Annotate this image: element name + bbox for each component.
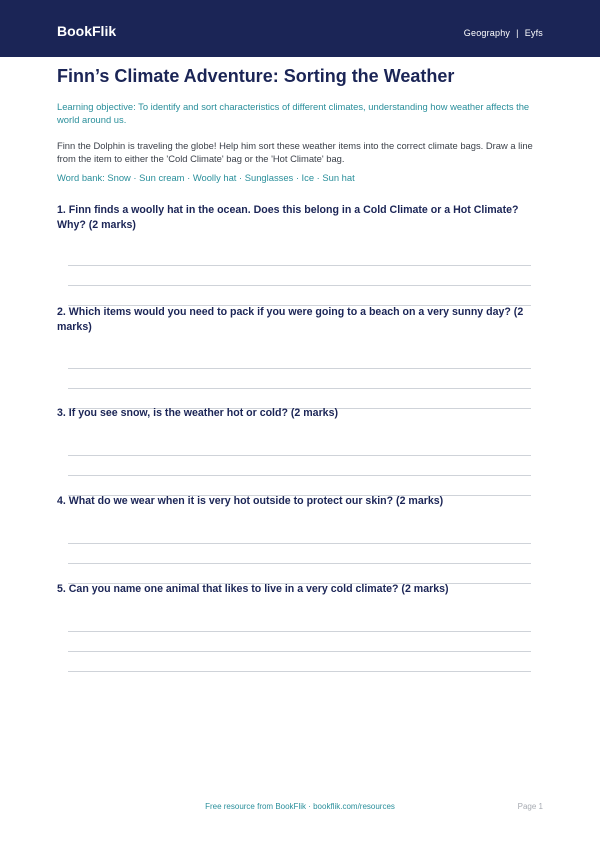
subject-label: Geography	[463, 28, 511, 38]
question-3: 3. If you see snow, is the weather hot or cold? (2 marks)	[57, 407, 338, 419]
breadcrumb	[464, 28, 543, 38]
instructions: Finn the Dolphin is traveling the globe! Help him sort these weather items into the correct climate bags. Draw a line from the item to either the 'Cold Climate' bag or the 'Hot Climate' bag.	[57, 140, 533, 164]
question-2: 2. Which items would you need to pack if you were going to a beach on a very sunny day? (2 marks)	[57, 306, 524, 333]
footer-credit[interactable]: Free resource from BookFlik · bookflik.com/resources	[205, 802, 395, 811]
header-bar	[0, 0, 600, 57]
answer-line[interactable]	[68, 265, 531, 266]
answer-line[interactable]	[68, 631, 531, 632]
answer-line[interactable]	[68, 455, 531, 456]
answer-line[interactable]	[68, 671, 531, 672]
brand-logo-text[interactable]: BookFlik	[57, 23, 117, 39]
learning-objective: Learning objective: To identify and sort characteristics of different climates, understanding how weather affects the world around us.	[57, 101, 530, 125]
question-5: 5. Can you name one animal that likes to live in a very cold climate? (2 marks)	[57, 583, 449, 595]
answer-line[interactable]	[68, 388, 531, 389]
breadcrumb-separator: |	[516, 28, 519, 38]
question-4: 4. What do we wear when it is very hot outside to protect our skin? (2 marks)	[57, 495, 444, 507]
answer-line[interactable]	[68, 651, 531, 652]
word-bank: Word bank: Snow · Sun cream · Woolly hat · Sunglasses · Ice · Sun hat	[57, 172, 355, 183]
answer-line[interactable]	[68, 563, 531, 564]
answer-line[interactable]	[68, 368, 531, 369]
page-title: Finn’s Climate Adventure: Sorting the Weather	[57, 66, 455, 86]
answer-line[interactable]	[68, 285, 531, 286]
page-number: Page 1	[517, 802, 543, 811]
level-label: Eyfs	[524, 28, 543, 38]
question-1: 1. Finn finds a woolly hat in the ocean. Does this belong in a Cold Climate or a Hot Climate? Why? (2 marks)	[57, 204, 519, 231]
answer-line[interactable]	[68, 543, 531, 544]
answer-line[interactable]	[68, 475, 531, 476]
